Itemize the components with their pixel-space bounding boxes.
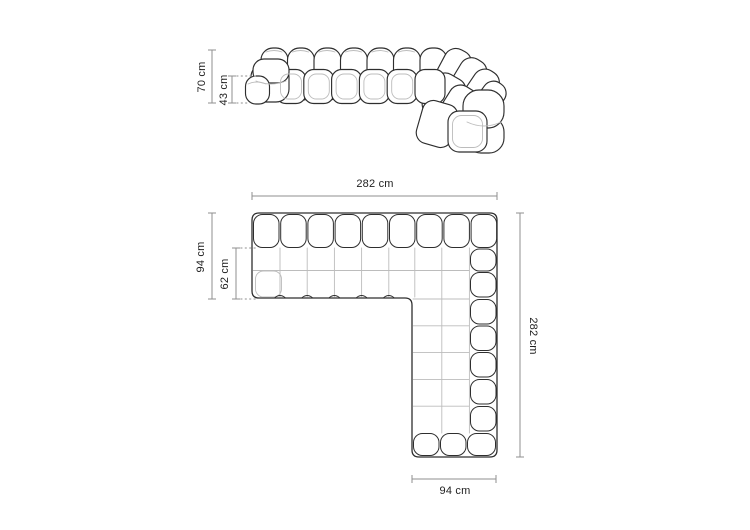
plan-total-length-label: 282 cm bbox=[527, 317, 539, 355]
plan-outline bbox=[252, 213, 497, 457]
plan-chaise-width-label: 94 cm bbox=[439, 485, 471, 497]
plan-seat-depth-label: 62 cm bbox=[219, 258, 231, 290]
sofa-top-plan bbox=[252, 213, 497, 457]
elevation-total-height-label: 70 cm bbox=[196, 61, 208, 93]
plan-back-cushions-top bbox=[254, 215, 497, 248]
elevation-left-armrest bbox=[246, 59, 290, 104]
plan-total-width-label: 282 cm bbox=[356, 178, 394, 190]
elevation-seat-height-label: 43 cm bbox=[218, 74, 230, 106]
plan-total-depth-label: 94 cm bbox=[195, 241, 207, 273]
plan-end-cushions bbox=[414, 434, 496, 456]
sofa-front-elevation bbox=[246, 44, 511, 153]
